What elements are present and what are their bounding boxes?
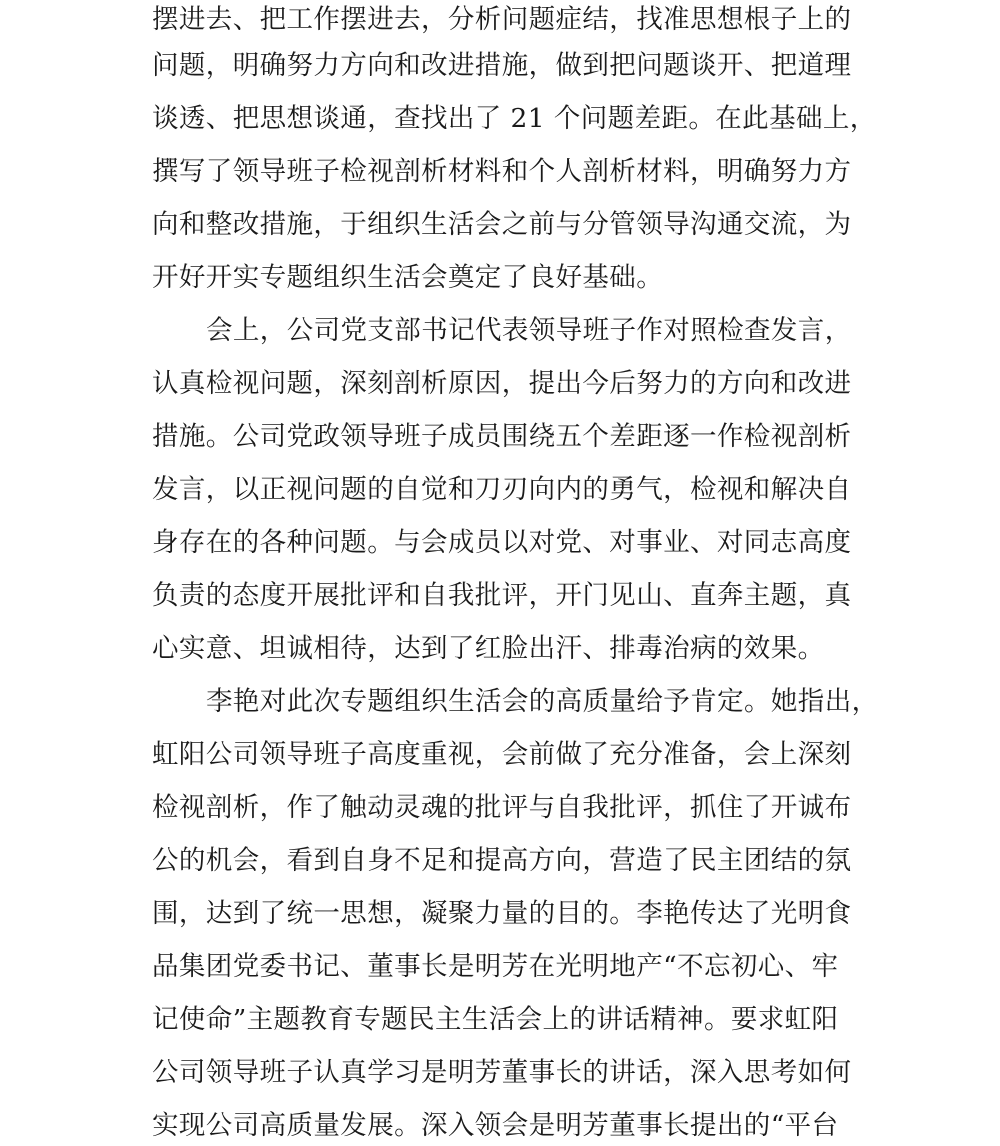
text-line: 谈透、把思想谈通，查找出了 21 个问题差距。在此基础上， — [152, 103, 877, 134]
text-line: 心实意、坦诚相待，达到了红脸出汗、排毒治病的效果。 — [152, 633, 825, 664]
text-line: 李艳对此次专题组织生活会的高质量给予肯定。她指出， — [206, 686, 879, 717]
text-line: 会上，公司党支部书记代表领导班子作对照检查发言， — [206, 315, 852, 346]
text-line: 公的机会，看到自身不足和提高方向，营造了民主团结的氛 — [152, 845, 852, 876]
text-line: 身存在的各种问题。与会成员以对党、对事业、对同志高度 — [152, 527, 852, 558]
text-line: 摆进去、把工作摆进去，分析问题症结，找准思想根子上的 — [152, 4, 852, 35]
text-line: 实现公司高质量发展。深入领会是明芳董事长提出的“平台 — [152, 1110, 839, 1141]
text-line: 开好开实专题组织生活会奠定了良好基础。 — [152, 262, 664, 293]
text-line: 虹阳公司领导班子高度重视，会前做了充分准备，会上深刻 — [152, 739, 852, 770]
text-line: 负责的态度开展批评和自我批评，开门见山、直奔主题，真 — [152, 580, 852, 611]
text-line: 向和整改措施，于组织生活会之前与分管领导沟通交流，为 — [152, 209, 852, 240]
text-line: 品集团党委书记、董事长是明芳在光明地产“不忘初心、牢 — [152, 951, 839, 982]
text-line: 撰写了领导班子检视剖析材料和个人剖析材料，明确努力方 — [152, 156, 852, 187]
text-line: 检视剖析，作了触动灵魂的批评与自我批评，抓住了开诚布 — [152, 792, 852, 823]
text-line: 发言，以正视问题的自觉和刀刃向内的勇气，检视和解决自 — [152, 474, 852, 505]
text-line: 围，达到了统一思想，凝聚力量的目的。李艳传达了光明食 — [152, 898, 852, 929]
text-line: 公司领导班子认真学习是明芳董事长的讲话，深入思考如何 — [152, 1057, 852, 1088]
text-line: 问题，明确努力方向和改进措施，做到把问题谈开、把道理 — [152, 50, 852, 81]
text-line: 记使命”主题教育专题民主生活会上的讲话精神。要求虹阳 — [152, 1004, 839, 1035]
text-line: 措施。公司党政领导班子成员围绕五个差距逐一作检视剖析 — [152, 421, 852, 452]
text-line: 认真检视问题，深刻剖析原因，提出今后努力的方向和改进 — [152, 368, 852, 399]
